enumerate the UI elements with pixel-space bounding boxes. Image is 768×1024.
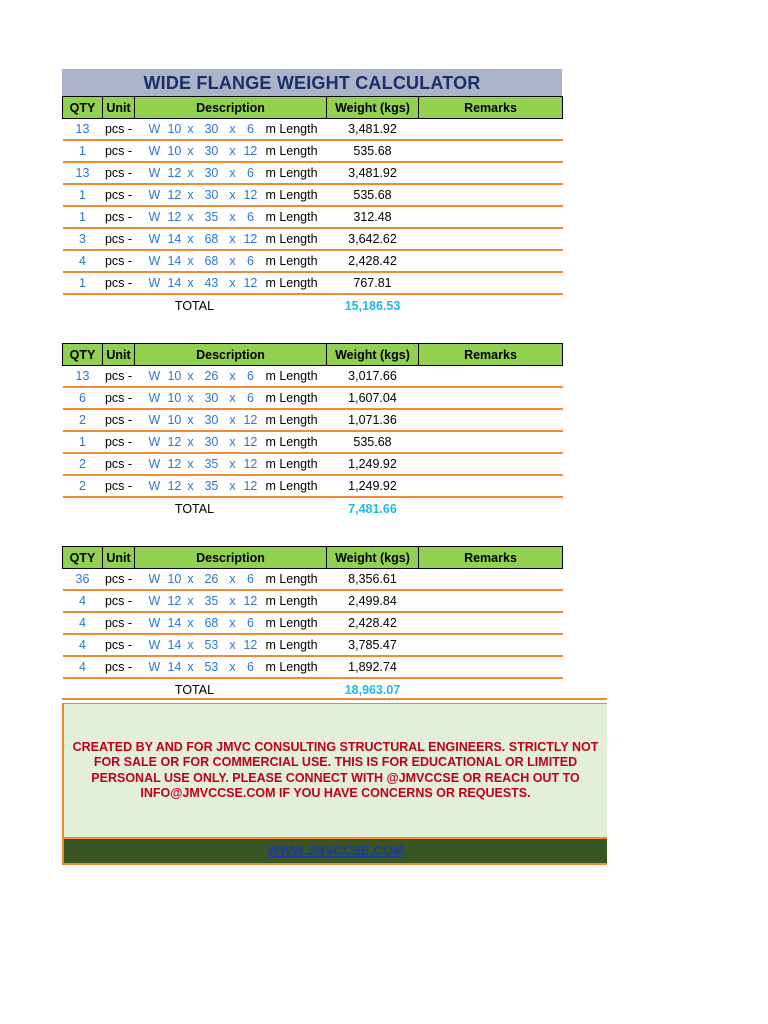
remarks-cell[interactable] (419, 409, 563, 431)
member-length: 6 (246, 391, 254, 405)
weight-cell: 2,499.84 (327, 590, 419, 612)
separator: x (229, 188, 236, 202)
section-depth: 10 (167, 144, 182, 158)
qty-cell[interactable]: 1 (63, 431, 103, 453)
unit-cell: pcs - (103, 612, 135, 634)
remarks-cell[interactable] (419, 453, 563, 475)
table-row (63, 250, 563, 272)
weight-cell: 1,249.92 (327, 453, 419, 475)
unit-cell: pcs - (103, 475, 135, 497)
qty-cell[interactable]: 1 (63, 184, 103, 206)
total-value: 18,963.07 (344, 683, 401, 697)
member-length: 6 (246, 254, 254, 268)
separator: x (229, 210, 236, 224)
section-weight: 30 (204, 122, 219, 136)
member-length: 12 (243, 276, 258, 290)
table-row (63, 475, 563, 497)
section-weight: 30 (204, 413, 219, 427)
description-cell[interactable] (135, 140, 327, 162)
separator: x (187, 616, 194, 630)
unit-cell: pcs - (103, 206, 135, 228)
weight-cell: 1,249.92 (327, 475, 419, 497)
remarks-cell[interactable] (419, 162, 563, 184)
header-unit: Unit (103, 97, 135, 119)
total-label: TOTAL (174, 683, 215, 697)
website-link[interactable]: WWW.JMVCCSE.COM (267, 843, 404, 858)
unit-cell: pcs - (103, 409, 135, 431)
section-depth: 14 (167, 232, 182, 246)
section-depth: 12 (167, 188, 182, 202)
description-cell[interactable] (135, 272, 327, 294)
weight-cell: 1,071.36 (327, 409, 419, 431)
description-cell[interactable] (135, 475, 327, 497)
remarks-cell[interactable] (419, 475, 563, 497)
section-depth: 10 (167, 572, 182, 586)
separator: x (187, 479, 194, 493)
section-prefix: W (148, 660, 161, 674)
table-row (63, 387, 563, 409)
separator: x (187, 166, 194, 180)
section-depth: 14 (167, 276, 182, 290)
weight-cell: 3,017.66 (327, 366, 419, 388)
qty-cell[interactable]: 4 (63, 612, 103, 634)
member-length: 6 (246, 210, 254, 224)
weight-table-1 (62, 96, 563, 316)
table-row (63, 409, 563, 431)
unit-cell: pcs - (103, 140, 135, 162)
description-cell[interactable] (135, 366, 327, 388)
qty-cell[interactable]: 36 (63, 569, 103, 591)
table-row (63, 140, 563, 162)
length-unit: m Length (265, 660, 318, 674)
remarks-cell[interactable] (419, 590, 563, 612)
notice-text: CREATED BY AND FOR JMVC CONSULTING STRUCTURAL ENGINEERS. STRICTLY NOT FOR SALE OR FOR COMMERCIAL USE. THIS IS FOR EDUCATIONAL OR LIMITED PERSONAL USE ONLY. PLEASE CONNECT WITH @JMVCCSE OR REACH OUT TO INFO@JMVCCSE.COM IF YOU HAVE CONCERNS OR REQUESTS. (72, 739, 599, 800)
section-depth: 14 (167, 254, 182, 268)
remarks-cell[interactable] (419, 366, 563, 388)
description-cell[interactable] (135, 453, 327, 475)
section-weight: 53 (204, 660, 219, 674)
section-weight: 30 (204, 144, 219, 158)
member-length: 12 (243, 594, 258, 608)
unit-cell: pcs - (103, 228, 135, 250)
unit-cell: pcs - (103, 162, 135, 184)
qty-cell[interactable]: 13 (63, 366, 103, 388)
member-length: 12 (243, 232, 258, 246)
header-description: Description (135, 97, 327, 119)
section-prefix: W (148, 616, 161, 630)
remarks-cell[interactable] (419, 431, 563, 453)
unit-cell: pcs - (103, 590, 135, 612)
table-row (63, 206, 563, 228)
section-depth: 12 (167, 210, 182, 224)
total-row (63, 497, 563, 519)
table-row (63, 656, 563, 678)
unit-cell: pcs - (103, 453, 135, 475)
table-header-row (63, 97, 563, 119)
header-remarks: Remarks (419, 97, 563, 119)
description-cell[interactable] (135, 431, 327, 453)
length-unit: m Length (265, 254, 318, 268)
header-qty: QTY (63, 97, 103, 119)
description-cell[interactable] (135, 184, 327, 206)
header-description: Description (135, 547, 327, 569)
member-length: 6 (246, 166, 254, 180)
length-unit: m Length (265, 369, 318, 383)
description-cell[interactable] (135, 569, 327, 591)
table-row (63, 228, 563, 250)
section-prefix: W (148, 594, 161, 608)
separator: x (229, 572, 236, 586)
separator: x (187, 660, 194, 674)
notice-body (62, 704, 607, 837)
table-row (63, 612, 563, 634)
remarks-cell[interactable] (419, 656, 563, 678)
section-prefix: W (148, 391, 161, 405)
qty-cell[interactable]: 2 (63, 453, 103, 475)
remarks-cell[interactable] (419, 250, 563, 272)
qty-cell[interactable]: 6 (63, 387, 103, 409)
member-length: 12 (243, 188, 258, 202)
weight-cell: 8,356.61 (327, 569, 419, 591)
length-unit: m Length (265, 479, 318, 493)
separator: x (187, 413, 194, 427)
section-prefix: W (148, 254, 161, 268)
table-header-row (63, 547, 563, 569)
qty-cell[interactable]: 4 (63, 634, 103, 656)
qty-cell[interactable]: 2 (63, 475, 103, 497)
weight-cell: 1,607.04 (327, 387, 419, 409)
qty-cell[interactable]: 13 (63, 119, 103, 141)
member-length: 6 (246, 572, 254, 586)
header-remarks: Remarks (419, 547, 563, 569)
section-weight: 68 (204, 254, 219, 268)
separator: x (229, 435, 236, 449)
table-row (63, 162, 563, 184)
remarks-cell[interactable] (419, 206, 563, 228)
member-length: 6 (246, 660, 254, 674)
separator: x (187, 276, 194, 290)
length-unit: m Length (265, 144, 318, 158)
separator: x (187, 188, 194, 202)
section-weight: 35 (204, 479, 219, 493)
weight-table-2 (62, 343, 563, 519)
weight-cell: 312.48 (327, 206, 419, 228)
weight-cell: 3,481.92 (327, 162, 419, 184)
remarks-cell[interactable] (419, 387, 563, 409)
weight-cell: 3,785.47 (327, 634, 419, 656)
table-row (63, 453, 563, 475)
section-depth: 12 (167, 479, 182, 493)
section-depth: 14 (167, 638, 182, 652)
section-prefix: W (148, 122, 161, 136)
remarks-cell[interactable] (419, 272, 563, 294)
member-length: 12 (243, 457, 258, 471)
qty-cell[interactable]: 4 (63, 656, 103, 678)
section-weight: 53 (204, 638, 219, 652)
section-weight: 26 (204, 369, 219, 383)
section-prefix: W (148, 572, 161, 586)
length-unit: m Length (265, 457, 318, 471)
length-unit: m Length (265, 276, 318, 290)
header-description: Description (135, 344, 327, 366)
length-unit: m Length (265, 638, 318, 652)
table-row (63, 366, 563, 388)
separator: x (229, 369, 236, 383)
section-prefix: W (148, 232, 161, 246)
separator: x (187, 572, 194, 586)
header-qty: QTY (63, 547, 103, 569)
tables-container (62, 96, 562, 700)
description-cell[interactable] (135, 250, 327, 272)
separator: x (187, 638, 194, 652)
separator: x (229, 660, 236, 674)
remarks-cell[interactable] (419, 228, 563, 250)
remarks-cell[interactable] (419, 184, 563, 206)
member-length: 12 (243, 144, 258, 158)
weight-cell: 535.68 (327, 431, 419, 453)
separator: x (229, 594, 236, 608)
table-row (63, 272, 563, 294)
table-row (63, 431, 563, 453)
length-unit: m Length (265, 572, 318, 586)
section-depth: 12 (167, 435, 182, 449)
separator: x (229, 232, 236, 246)
section-prefix: W (148, 144, 161, 158)
section-prefix: W (148, 435, 161, 449)
separator: x (187, 144, 194, 158)
description-cell[interactable] (135, 634, 327, 656)
qty-cell[interactable]: 3 (63, 228, 103, 250)
total-value: 15,186.53 (344, 299, 401, 313)
separator: x (187, 254, 194, 268)
section-depth: 14 (167, 616, 182, 630)
weight-cell: 2,428.42 (327, 612, 419, 634)
member-length: 12 (243, 435, 258, 449)
section-prefix: W (148, 369, 161, 383)
section-prefix: W (148, 413, 161, 427)
separator: x (229, 122, 236, 136)
section-depth: 10 (167, 122, 182, 136)
weight-table-3 (62, 546, 563, 700)
unit-cell: pcs - (103, 387, 135, 409)
description-cell[interactable] (135, 119, 327, 141)
length-unit: m Length (265, 188, 318, 202)
section-depth: 12 (167, 594, 182, 608)
total-remarks-blank (419, 497, 563, 519)
unit-cell: pcs - (103, 656, 135, 678)
weight-cell: 1,892.74 (327, 656, 419, 678)
description-cell[interactable] (135, 656, 327, 678)
section-weight: 68 (204, 232, 219, 246)
section-weight: 30 (204, 166, 219, 180)
unit-cell: pcs - (103, 272, 135, 294)
section-weight: 35 (204, 210, 219, 224)
section-weight: 35 (204, 457, 219, 471)
header-qty: QTY (63, 344, 103, 366)
notice-panel (62, 698, 607, 864)
section-prefix: W (148, 479, 161, 493)
separator: x (229, 166, 236, 180)
separator: x (229, 144, 236, 158)
length-unit: m Length (265, 166, 318, 180)
total-label: TOTAL (174, 299, 215, 313)
separator: x (229, 413, 236, 427)
total-remarks-blank (419, 294, 563, 316)
separator: x (187, 457, 194, 471)
separator: x (187, 210, 194, 224)
table-gap (62, 316, 562, 343)
member-length: 12 (243, 413, 258, 427)
header-unit: Unit (103, 344, 135, 366)
header-weight: Weight (kgs) (327, 547, 419, 569)
weight-cell: 767.81 (327, 272, 419, 294)
remarks-cell[interactable] (419, 612, 563, 634)
section-weight: 30 (204, 435, 219, 449)
length-unit: m Length (265, 435, 318, 449)
qty-cell[interactable]: 2 (63, 409, 103, 431)
separator: x (229, 457, 236, 471)
weight-cell: 3,642.62 (327, 228, 419, 250)
remarks-cell[interactable] (419, 119, 563, 141)
separator: x (187, 369, 194, 383)
unit-cell: pcs - (103, 184, 135, 206)
member-length: 6 (246, 122, 254, 136)
description-cell[interactable] (135, 590, 327, 612)
total-remarks-blank (419, 678, 563, 700)
unit-cell: pcs - (103, 366, 135, 388)
header-remarks: Remarks (419, 344, 563, 366)
remarks-cell[interactable] (419, 140, 563, 162)
total-label: TOTAL (174, 502, 215, 516)
unit-cell: pcs - (103, 431, 135, 453)
total-value: 7,481.66 (348, 502, 397, 516)
section-prefix: W (148, 188, 161, 202)
section-prefix: W (148, 166, 161, 180)
section-prefix: W (148, 457, 161, 471)
length-unit: m Length (265, 122, 318, 136)
section-prefix: W (148, 276, 161, 290)
separator: x (229, 616, 236, 630)
section-depth: 10 (167, 369, 182, 383)
section-weight: 68 (204, 616, 219, 630)
length-unit: m Length (265, 391, 318, 405)
total-row (63, 678, 563, 700)
section-weight: 30 (204, 391, 219, 405)
member-length: 6 (246, 616, 254, 630)
qty-cell[interactable]: 4 (63, 590, 103, 612)
qty-cell[interactable]: 1 (63, 140, 103, 162)
unit-cell: pcs - (103, 634, 135, 656)
table-row (63, 119, 563, 141)
section-weight: 43 (204, 276, 219, 290)
separator: x (187, 232, 194, 246)
qty-cell[interactable]: 1 (63, 206, 103, 228)
separator: x (229, 479, 236, 493)
separator: x (187, 594, 194, 608)
description-cell[interactable] (135, 162, 327, 184)
unit-cell: pcs - (103, 569, 135, 591)
separator: x (229, 638, 236, 652)
length-unit: m Length (265, 232, 318, 246)
header-weight: Weight (kgs) (327, 344, 419, 366)
unit-cell: pcs - (103, 119, 135, 141)
section-prefix: W (148, 210, 161, 224)
separator: x (187, 391, 194, 405)
description-cell[interactable] (135, 612, 327, 634)
length-unit: m Length (265, 210, 318, 224)
section-depth: 12 (167, 457, 182, 471)
weight-cell: 2,428.42 (327, 250, 419, 272)
section-weight: 26 (204, 572, 219, 586)
length-unit: m Length (265, 616, 318, 630)
separator: x (187, 435, 194, 449)
table-row (63, 184, 563, 206)
calculator-sheet (62, 69, 562, 700)
separator: x (229, 276, 236, 290)
description-cell[interactable] (135, 387, 327, 409)
qty-cell[interactable]: 13 (63, 162, 103, 184)
table-header-row (63, 344, 563, 366)
section-depth: 10 (167, 413, 182, 427)
description-cell[interactable] (135, 228, 327, 250)
calculator-title: WIDE FLANGE WEIGHT CALCULATOR (62, 69, 562, 96)
separator: x (229, 391, 236, 405)
table-gap (62, 519, 562, 546)
unit-cell: pcs - (103, 250, 135, 272)
separator: x (229, 254, 236, 268)
section-prefix: W (148, 638, 161, 652)
section-weight: 30 (204, 188, 219, 202)
weight-cell: 535.68 (327, 184, 419, 206)
header-unit: Unit (103, 547, 135, 569)
remarks-cell[interactable] (419, 569, 563, 591)
member-length: 12 (243, 638, 258, 652)
table-row (63, 590, 563, 612)
length-unit: m Length (265, 413, 318, 427)
table-row (63, 569, 563, 591)
section-weight: 35 (204, 594, 219, 608)
length-unit: m Length (265, 594, 318, 608)
weight-cell: 535.68 (327, 140, 419, 162)
weight-cell: 3,481.92 (327, 119, 419, 141)
separator: x (187, 122, 194, 136)
total-row (63, 294, 563, 316)
remarks-cell[interactable] (419, 634, 563, 656)
section-depth: 14 (167, 660, 182, 674)
description-cell[interactable] (135, 409, 327, 431)
qty-cell[interactable]: 1 (63, 272, 103, 294)
header-weight: Weight (kgs) (327, 97, 419, 119)
section-depth: 12 (167, 166, 182, 180)
section-depth: 10 (167, 391, 182, 405)
member-length: 6 (246, 369, 254, 383)
member-length: 12 (243, 479, 258, 493)
qty-cell[interactable]: 4 (63, 250, 103, 272)
table-row (63, 634, 563, 656)
description-cell[interactable] (135, 206, 327, 228)
notice-footer (62, 837, 607, 865)
